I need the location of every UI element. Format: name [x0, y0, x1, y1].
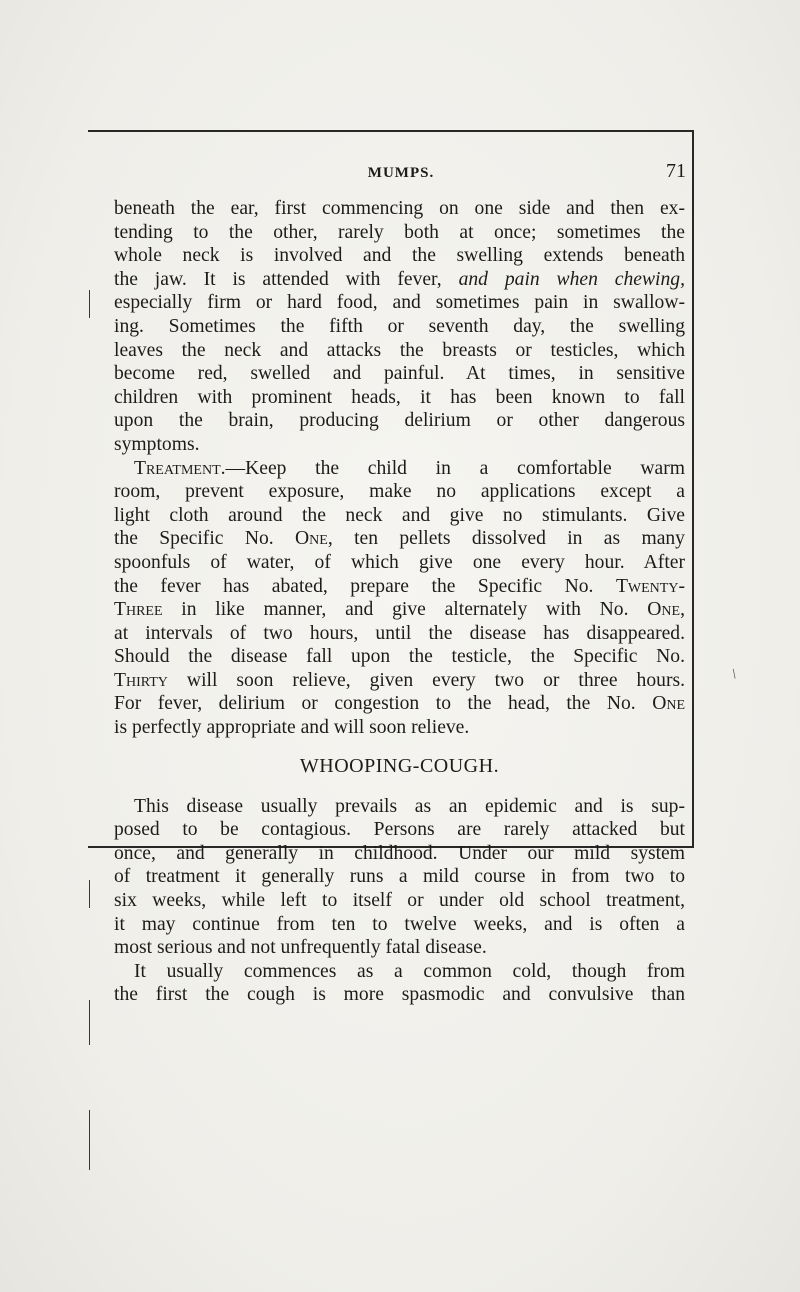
text-fragment: the jaw. It is attended with fever,: [114, 268, 442, 290]
text-line: [114, 457, 685, 481]
text-fragment: the Specific No.: [114, 528, 274, 550]
text-line: [114, 669, 685, 693]
text-line: room, prevent exposure, make no applications except a: [114, 481, 685, 503]
text-line: whole neck is involved and the swelling extends beneath: [114, 245, 685, 267]
text-line: It usually commences as a common cold, though from: [134, 960, 685, 982]
text-line: [114, 268, 685, 292]
text-fragment: —Keep the child in a comfortable warm: [225, 457, 685, 479]
section-heading: WHOOPING-COUGH.: [299, 754, 500, 777]
text-fragment: For fever, delirium or congestion to the head, the No.: [114, 693, 636, 715]
text-line: Should the disease fall upon the testicle, the Specific No.: [114, 646, 685, 668]
text-line: once, and generally in childhood. Under our mild system: [114, 842, 685, 864]
treatment-label: Treatment.: [134, 457, 226, 479]
text-line: of treatment it generally runs a mild course in from two to: [114, 866, 685, 888]
text-line: light cloth around the neck and give no stimulants. Give: [114, 504, 685, 526]
text-line: leaves the neck and attacks the breasts or testicles, which: [114, 339, 685, 361]
running-head: MUMPS.: [367, 165, 435, 181]
text-line: [114, 692, 685, 716]
border-fragment: [89, 1110, 90, 1170]
text-line: [114, 527, 685, 551]
text-line: beneath the ear, first commencing on one side and then ex-: [114, 198, 685, 219]
text-line: the first the cough is more spasmodic and convulsive than: [114, 984, 685, 1006]
text-line: [114, 575, 685, 599]
text-line: posed to be contagious. Persons are rarely attacked but: [114, 819, 685, 841]
text-fragment: in like manner, and give alternately with No.: [181, 599, 629, 621]
text-line: upon the brain, producing delirium or other dangerous: [114, 410, 685, 432]
text-line: most serious and not unfrequently fatal disease.: [114, 937, 487, 959]
italic-phrase: and pain when chewing,: [458, 268, 685, 290]
remedy-name: Twenty-: [615, 575, 685, 597]
text-line: ing. Sometimes the fifth or seventh day, the swelling: [114, 315, 685, 337]
text-line: especially firm or hard food, and sometimes pain in swallow-: [114, 292, 685, 314]
text-fragment: will soon relieve, given every two or three hours.: [186, 669, 685, 691]
page-header: [114, 160, 688, 187]
remedy-name: One: [295, 528, 328, 550]
remedy-name: Three: [114, 599, 163, 621]
text-line: [114, 598, 685, 622]
border-fragment: [89, 290, 90, 318]
text-line: This disease usually prevails as an epidemic and is sup-: [134, 795, 685, 817]
text-line: tending to the other, rarely both at once; sometimes the: [114, 221, 685, 243]
page-number: 71: [666, 160, 686, 182]
text-fragment: , ten pellets dissolved in as many: [327, 528, 685, 550]
text-line: become red, swelled and painful. At times, in sensitive: [114, 363, 685, 385]
text-line: at intervals of two hours, until the disease has disappeared.: [114, 622, 685, 644]
border-fragment: [89, 880, 90, 908]
page-body: [114, 197, 685, 1007]
text-line: it may continue from ten to twelve weeks, and is often a: [114, 913, 685, 935]
text-fragment: the fever has abated, prepare the Specific No.: [114, 575, 594, 597]
text-line: spoonfuls of water, of which give one every hour. After: [114, 551, 685, 573]
text-line: children with prominent heads, it has been known to fall: [114, 386, 685, 408]
remedy-name: Thirty: [114, 669, 168, 691]
text-fragment: ,: [680, 599, 685, 621]
text-line: symptoms.: [114, 433, 200, 455]
remedy-name: One: [647, 599, 681, 621]
border-fragment: [89, 1000, 90, 1045]
margin-pencil-mark: /: [729, 667, 741, 683]
text-line: is perfectly appropriate and will soon relieve.: [114, 717, 470, 739]
text-line: six weeks, while left to itself or under old school treatment,: [114, 890, 685, 912]
remedy-name: One: [652, 693, 685, 715]
